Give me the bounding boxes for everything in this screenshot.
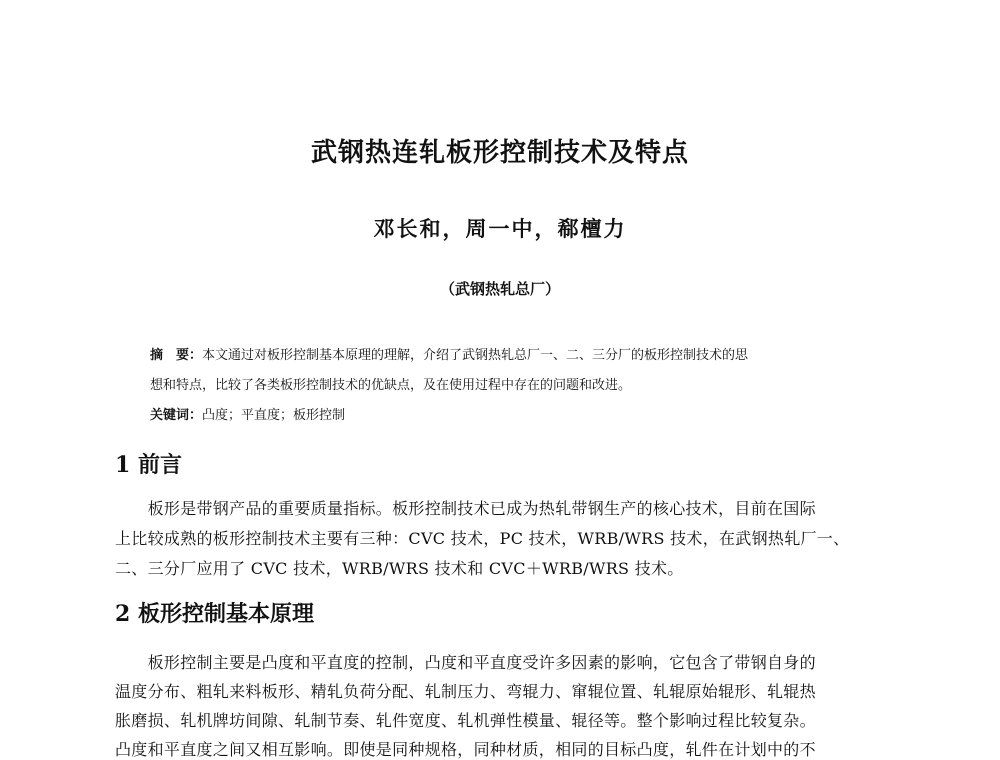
intro-paragraph-line: 板形是带钢产品的重要质量指标。板形控制技术已成为热轧带钢生产的核心技术，目前在国际	[115, 499, 816, 518]
paper-title: 武钢热连轧板形控制技术及特点	[310, 138, 689, 168]
principles-paragraph-line: 板形控制主要是凸度和平直度的控制，凸度和平直度受许多因素的影响，它包含了带钢自身的	[115, 653, 816, 672]
principles-paragraph-line: 凸度和平直度之间又相互影响。即使是同种规格，同种材质，相同的目标凸度，轧件在计划中的不	[115, 740, 816, 759]
abstract-text-2: 想和特点，比较了各类板形控制技术的优缺点，及在使用过程中存在的问题和改进。	[150, 378, 632, 393]
abstract-line-1	[150, 344, 890, 363]
author-list: 邓长和，周一中，郗檀力	[373, 216, 627, 241]
intro-paragraph-line: 上比较成熟的板形控制技术主要有三种：CVC 技术，PC 技术，WRB/WRS 技术，在武钢热轧厂一、	[115, 529, 850, 548]
abstract-line-2	[150, 374, 890, 393]
principles-paragraph-line: 温度分布、粗轧来料板形、精轧负荷分配、轧制压力、弯辊力、窜辊位置、轧辊原始辊形、轧辊热	[115, 682, 816, 701]
keywords-text: 凸度；平直度；板形控制	[202, 408, 346, 423]
affiliation: （武钢热轧总厂）	[439, 280, 560, 298]
abstract-text-1: 本文通过对板形控制基本原理的理解，介绍了武钢热轧总厂一、二、三分厂的板形控制技术的思	[202, 348, 749, 363]
section-heading-intro: 1 前言	[115, 452, 182, 478]
keywords-line	[150, 404, 890, 423]
intro-paragraph-line: 二、三分厂应用了 CVC 技术，WRB/WRS 技术和 CVC＋WRB/WRS 技术。	[115, 559, 684, 578]
abstract-label: 摘 要：	[150, 348, 203, 363]
principles-paragraph-line: 胀磨损、轧机牌坊间隙、轧制节奏、轧件宽度、轧机弹性模量、辊径等。整个影响过程比较复杂。	[115, 711, 816, 730]
keywords-label: 关键词：	[150, 408, 203, 423]
section-heading-principles: 2 板形控制基本原理	[115, 601, 314, 627]
